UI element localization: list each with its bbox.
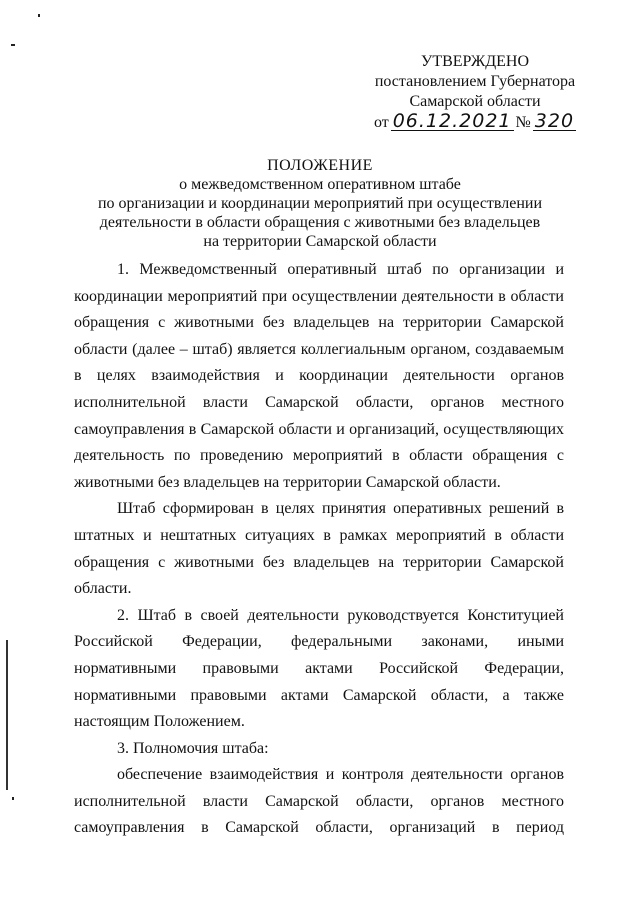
title-line: на территории Самарской области	[203, 233, 437, 250]
number-sign: №	[515, 114, 531, 131]
scan-mark	[12, 797, 14, 800]
scan-mark	[38, 14, 40, 17]
paragraph: Штаб сформирован в целях принятия оперативных решений в штатных и нештатных ситуациях в рамках мероприятий в области обращения с животными без владельцев на территории Самарской области.	[74, 500, 564, 598]
paragraph: 2. Штаб в своей деятельности руководствуется Конституцией Российской Федерации, федеральными законами, иными нормативными правовыми актами Российской Федерации, нормативными правовыми актами Самарской области, а также настоящим Положением.	[74, 606, 564, 731]
handwritten-number: 320	[534, 110, 575, 132]
approval-block	[350, 52, 600, 133]
document-body	[74, 257, 564, 842]
approval-date-number	[350, 112, 600, 133]
date-prefix: от	[373, 114, 389, 131]
handwritten-date: 06.12.2021	[392, 110, 512, 132]
approval-resolution: постановлением Губернатора	[374, 73, 576, 90]
title-line: деятельности в области обращения с животными без владельцев	[99, 214, 541, 231]
title-line: о межведомственном оперативном штабе	[179, 176, 461, 193]
document-title	[60, 156, 580, 251]
document-heading: ПОЛОЖЕНИЕ	[267, 157, 373, 174]
title-line: по организации и координации мероприятий при осуществлении	[97, 195, 543, 212]
scan-mark	[11, 44, 15, 46]
approval-title: УТВЕРЖДЕНО	[420, 53, 529, 70]
approval-region: Самарской области	[409, 93, 541, 110]
scan-mark	[6, 640, 8, 790]
paragraph: обеспечение взаимодействия и контроля деятельности органов исполнительной власти Самарской области, органов местного самоуправления в Самарской области, организаций в период	[74, 766, 564, 837]
paragraph: 1. Межведомственный оперативный штаб по организации и координации мероприятий при осуществлении деятельности в области обращения с животными без владельцев на территории Самарской области (далее – штаб) является коллегиальным органом, создаваемым в целях взаимодействия и координации деятельности органов исполнительной власти Самарской области, органов местного самоуправления в Самарской области и организаций, осуществляющих деятельность по проведению мероприятий в области обращения с животными без владельцев на территории Самарской области.	[74, 261, 564, 491]
paragraph: 3. Полномочия штаба:	[117, 739, 269, 757]
